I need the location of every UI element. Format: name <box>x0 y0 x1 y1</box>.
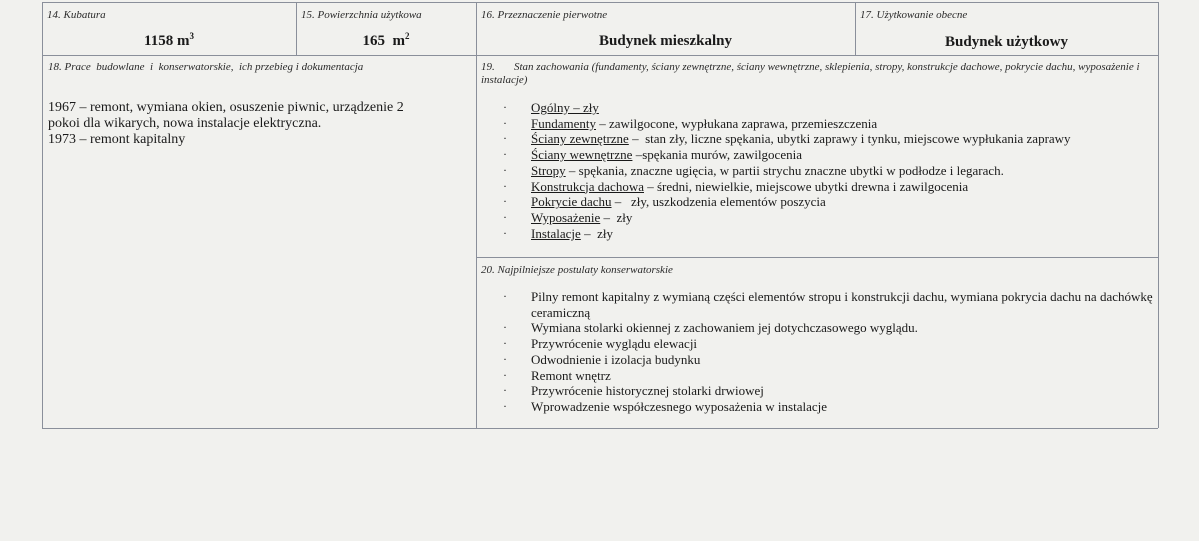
list-item <box>503 179 1153 195</box>
list-item <box>503 352 1153 368</box>
kubatura-label: 14. Kubatura <box>47 9 106 21</box>
list-item <box>503 289 1153 320</box>
list-item <box>503 320 1153 336</box>
stan-item-text: – zły <box>600 209 633 225</box>
bullet: · <box>503 383 507 398</box>
table-border-top <box>42 2 1158 3</box>
postulat-text: Wprowadzenie współczesnego wyposażenia w instalacje <box>531 398 827 414</box>
stan-item-text: – średni, niewielkie, miejscowe ubytki drewna i zawilgocenia <box>644 178 969 194</box>
table-row-divider <box>477 257 1158 258</box>
stan-item-name: Ogólny – zły <box>531 100 599 115</box>
przeznaczenie-label: 16. Przeznaczenie pierwotne <box>481 9 608 21</box>
stan-zachowania-list <box>503 100 1153 241</box>
stan-item-name: Ściany wewnętrzne <box>531 147 633 163</box>
przeznaczenie-value: Budynek mieszkalny <box>599 33 732 49</box>
stan-item-text: – spękania, znaczne ugięcia, w partii strychu znaczne ubytki w podłodze i legarach. <box>565 162 1004 178</box>
bullet: · <box>503 194 507 209</box>
bullet: · <box>503 100 507 114</box>
list-item <box>503 163 1153 179</box>
uzytkowanie-value: Budynek użytkowy <box>945 34 1068 50</box>
powierzchnia-number: 165 m <box>362 33 405 49</box>
table-border-right <box>1158 2 1159 428</box>
bullet: · <box>503 336 507 351</box>
kubatura-number: 1158 m <box>144 33 190 49</box>
column-divider <box>476 2 477 428</box>
list-item <box>503 194 1153 210</box>
stan-item-name: Ściany zewnętrzne <box>531 131 629 147</box>
prace-line: 1967 – remont, wymiana okien, osuszenie piwnic, urządzenie 2 <box>48 100 404 115</box>
powierzchnia-unit-exponent: 2 <box>405 31 410 41</box>
postulaty-label: 20. Najpilniejsze postulaty konserwatorskie <box>481 264 673 276</box>
stan-item-text: –spękania murów, zawilgocenia <box>632 147 802 163</box>
bullet: · <box>503 209 507 224</box>
bullet: · <box>503 225 507 240</box>
list-item <box>503 336 1153 352</box>
kubatura-unit-exponent: 3 <box>189 31 194 41</box>
bullet: · <box>503 162 507 177</box>
stan-item-name: Konstrukcja dachowa <box>531 178 644 194</box>
list-item <box>503 226 1153 242</box>
bullet: · <box>503 289 507 303</box>
postulat-text: Wymiana stolarki okiennej z zachowaniem jej dotychczasowego wyglądu. <box>531 320 918 336</box>
stan-item-text: – zły, uszkodzenia elementów poszycia <box>611 194 826 210</box>
postulat-text: Pilny remont kapitalny z wymianą części elementów stropu i konstrukcji dachu, wymiana pokrycia dachu na dachówkę ceramiczną <box>531 289 1153 320</box>
table-row-divider <box>42 55 1158 56</box>
bullet: · <box>503 147 507 162</box>
stan-item-text: – zły <box>580 225 613 241</box>
stan-item-text: – zawilgocone, wypłukana zaprawa, przemieszczenia <box>596 115 878 131</box>
postulat-text: Przywrócenie historycznej stolarki drwiowej <box>531 383 764 399</box>
postulat-text: Odwodnienie i izolacja budynku <box>531 351 701 367</box>
powierzchnia-value <box>296 31 476 50</box>
bullet: · <box>503 351 507 366</box>
postulat-text: Przywrócenie wyglądu elewacji <box>531 336 698 352</box>
list-item <box>503 368 1153 384</box>
list-item <box>503 116 1153 132</box>
list-item <box>503 399 1153 415</box>
stan-zachowania-label: 19. Stan zachowania (fundamenty, ściany zewnętrzne, ściany wewnętrzne, sklepienia, stropy, konstrukcje dachowe, pokrycie dachu, wyposażenie i instalacje) <box>481 61 1143 86</box>
stan-item-name: Fundamenty <box>531 115 596 131</box>
stan-item-name: Instalacje <box>531 225 581 241</box>
prace-label: 18. Prace budowlane i konserwatorskie, ich przebieg i dokumentacja <box>48 61 364 73</box>
stan-item-name: Pokrycie dachu <box>531 194 612 210</box>
list-item <box>503 383 1153 399</box>
stan-item-text: – stan zły, liczne spękania, ubytki zaprawy i tynku, miejscowe wypłukania zaprawy <box>628 131 1071 147</box>
postulaty-list <box>503 289 1153 415</box>
table-border-bottom <box>42 428 1158 429</box>
stan-item-name: Stropy <box>531 162 566 178</box>
powierzchnia-label: 15. Powierzchnia użytkowa <box>301 9 422 21</box>
bullet: · <box>503 131 507 146</box>
stan-item-name: Wyposażenie <box>531 209 601 225</box>
bullet: · <box>503 367 507 382</box>
kubatura-value <box>42 31 296 50</box>
prace-line: 1973 – remont kapitalny <box>48 132 186 147</box>
postulat-text: Remont wnętrz <box>531 367 611 383</box>
bullet: · <box>503 115 507 130</box>
bullet: · <box>503 398 507 413</box>
bullet: · <box>503 320 507 335</box>
table-border-left <box>42 2 43 428</box>
uzytkowanie-label: 17. Użytkowanie obecne <box>860 9 968 21</box>
list-item <box>503 147 1153 163</box>
prace-line: pokoi dla wikarych, nowa instalacje elektryczna. <box>48 116 322 131</box>
prace-text <box>48 100 473 148</box>
bullet: · <box>503 178 507 193</box>
list-item <box>503 131 1153 147</box>
list-item <box>503 210 1153 226</box>
list-item <box>503 100 1153 116</box>
